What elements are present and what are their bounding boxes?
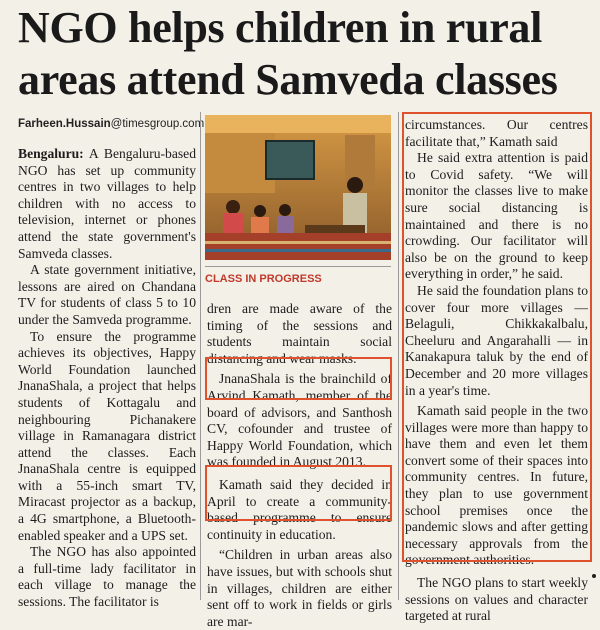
paragraph: Kamath said people in the two villages were more than happy to have them and even let them convert some of their spaces into community centres. In future, they plan to use government school premises once the pandemic slows and after getting necessary approvals from the government authorities.: [405, 403, 588, 568]
paragraph: Kamath said they decided in April to create a community-based programme to ensure continuity in education.: [207, 476, 392, 542]
paragraph: [18, 146, 196, 262]
article-column-1: [18, 146, 196, 611]
paragraph-text: A Bengaluru-based NGO has set up community centres in two villages to help children with no access to television, internet or phones attend the state government's Samveda classes.: [18, 146, 196, 261]
photo-caption: CLASS IN PROGRESS: [205, 273, 322, 285]
paragraph: A state government initiative, lessons are aired on Chandana TV for students of class 5 to 10 under the Samveda programme.: [18, 262, 196, 327]
paragraph: The NGO plans to start weekly sessions on values and character targeted at rural: [405, 575, 588, 624]
paragraph: dren are made aware of the timing of the sessions and students maintain social distancing and wear masks.: [207, 301, 392, 366]
headline: [18, 2, 593, 106]
headline-line-1: NGO helps children in rural: [18, 3, 543, 52]
highlight-box-right-column: [402, 112, 592, 562]
column-rule-left: [200, 112, 201, 600]
dot-marker: [592, 574, 596, 578]
column-rule-right: [398, 112, 399, 600]
paragraph: “Children in urban areas also have issues, but with schools shut in villages, children are either sent off to work in fields or girls are mar-: [207, 547, 392, 629]
classroom-photo-image: [205, 115, 391, 260]
highlight-box-kamath-april: [205, 465, 392, 521]
paragraph: JnanaShala is the brainchild of Arvind Kamath, member of the board of advisors, and Santhosh CV, cofounder and trustee of Happy World Foundation, which was founded in August 2013.: [207, 371, 392, 470]
byline: [18, 118, 204, 130]
byline-name: Farheen.Hussain: [18, 118, 111, 130]
paragraph: circumstances. Our centres facilitate that,” Kamath said: [405, 117, 588, 149]
dateline: Bengaluru:: [18, 146, 84, 161]
paragraph: The NGO has also appointed a full-time lady facilitator in each village to manage the sessions. The facilitator is: [18, 544, 196, 610]
paragraph: He said the foundation plans to cover four more villages — Belaguli, Chikkakalbalu, Cheeluru and Angarahalli — in Kanakapura taluk by the end of December and 20 more villages in a year's time.: [405, 282, 588, 398]
byline-domain: @timesgroup.com: [110, 118, 205, 130]
highlight-box-jnanashala: [205, 357, 392, 400]
classroom-photo: [205, 115, 391, 260]
headline-line-2: areas attend Samveda classes: [18, 55, 558, 104]
paragraph: He said extra attention is paid to Covid safety. “We will monitor the classes live to make sure social distancing is maintained and there is no crowding. Our facilitator will also be on the ground to keep everything in order,” he said.: [405, 150, 588, 282]
paragraph: To ensure the programme achieves its objectives, Happy World Foundation launched JnanaShala, a project that helps students of Kottagalu and neighbouring Pichanakere village in Ramanagara district attend the classes. Each JnanaShala centre is equipped with a 55-inch smart TV, Miracast projector as a backup, a 4G smartphone, a Bluetooth-enabled speaker and a UPS set.: [18, 328, 196, 543]
